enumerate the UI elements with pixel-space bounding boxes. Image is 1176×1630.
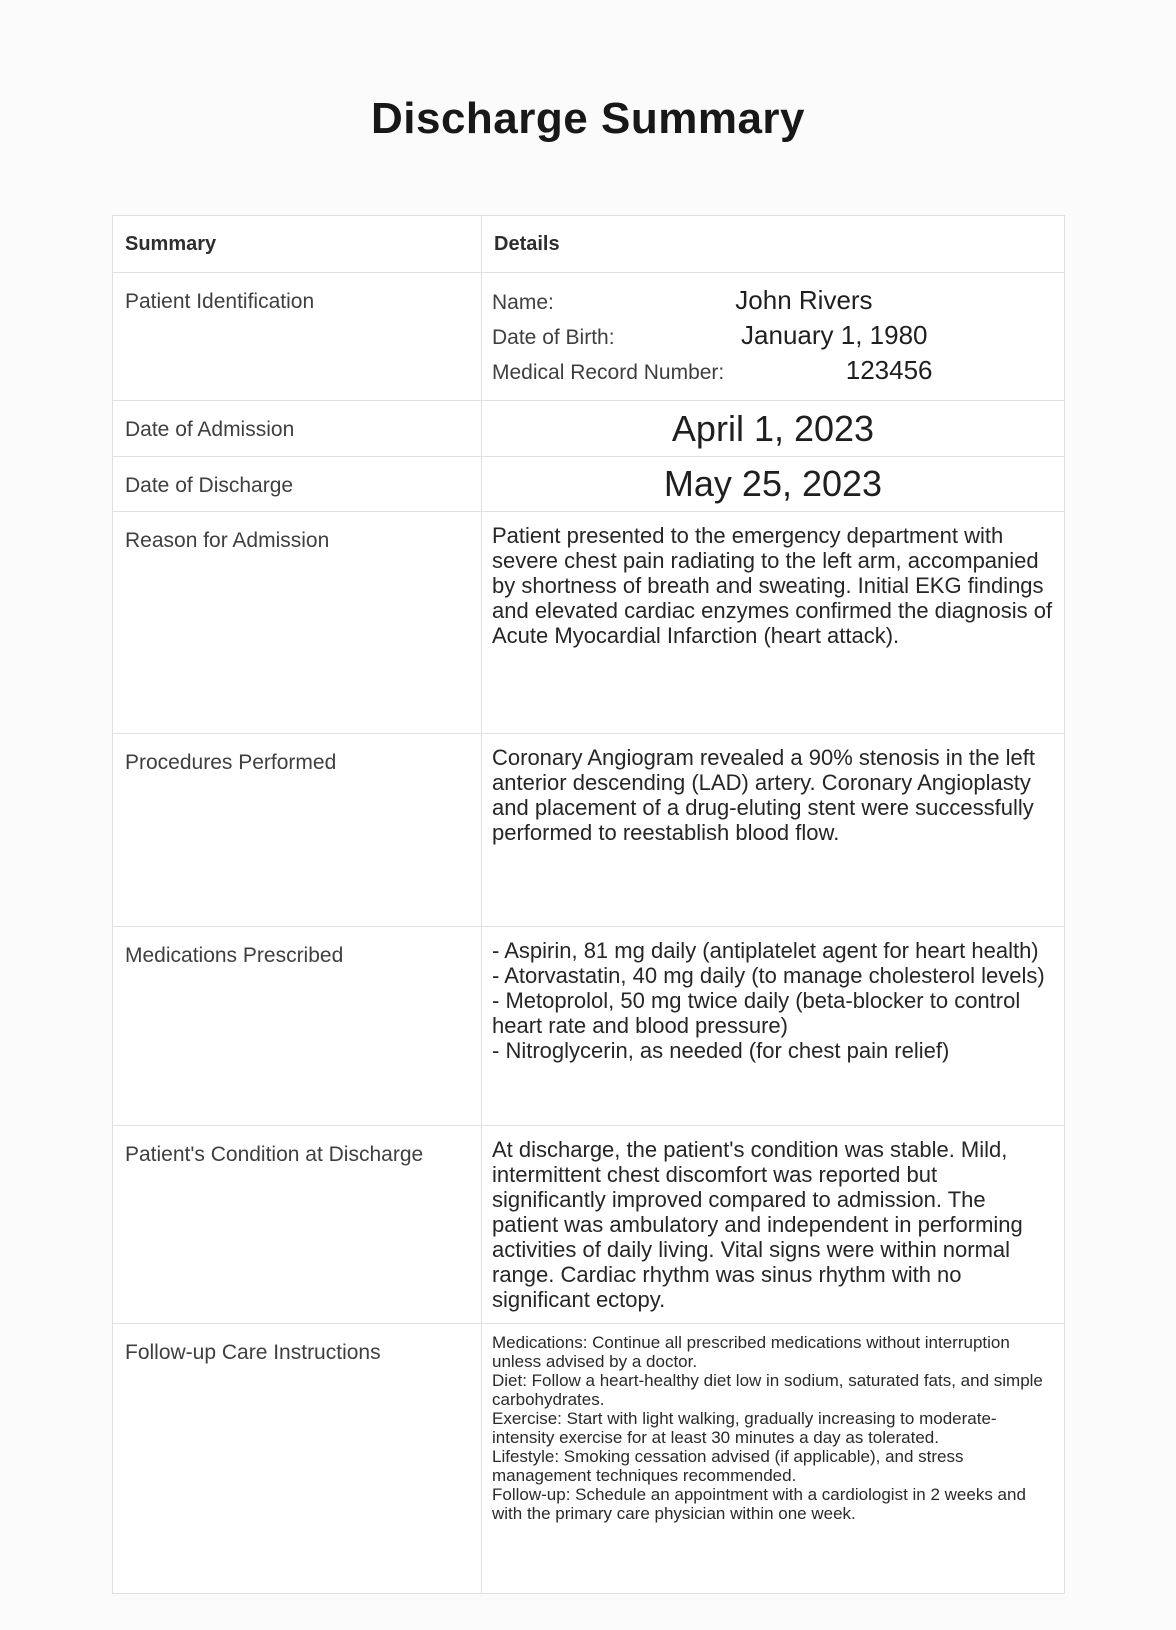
condition-at-discharge-details: [482, 1126, 1065, 1324]
procedures-performed-label: Procedures Performed: [113, 734, 482, 927]
condition-at-discharge-text: At discharge, the patient's condition was stable. Mild, intermittent chest discomfort was reported but significantly improved compared to admission. The patient was ambulatory and independent in performing activities of daily living. Vital signs were within normal range. Cardiac rhythm was sinus rhythm with no significant ectopy.: [492, 1137, 1023, 1312]
date-of-birth-field-label: Date of Birth:: [492, 326, 615, 349]
follow-up-instruction-item: Diet: Follow a heart-healthy diet low in sodium, saturated fats, and simple carbohydrates.: [492, 1371, 1043, 1409]
table-header-row: [113, 216, 1065, 273]
date-of-admission-label: Date of Admission: [113, 401, 482, 457]
date-of-birth-field: [492, 319, 1054, 354]
date-of-birth-field-value: January 1, 1980: [741, 320, 928, 350]
reason-for-admission-details: [482, 512, 1065, 734]
row-reason-for-admission: [113, 512, 1065, 734]
name-field-label: Name:: [492, 291, 554, 314]
discharge-summary-document: [112, 0, 1064, 1594]
column-header-summary: Summary: [113, 216, 482, 273]
medication-item: - Nitroglycerin, as needed (for chest pain relief): [492, 1038, 950, 1063]
row-date-of-admission: [113, 401, 1065, 457]
follow-up-instruction-item: Lifestyle: Smoking cessation advised (if applicable), and stress management techniques recommended.: [492, 1447, 964, 1485]
medications-prescribed-list: [482, 927, 1065, 1126]
row-condition-at-discharge: [113, 1126, 1065, 1324]
date-of-discharge-label: Date of Discharge: [113, 457, 482, 512]
medical-record-number-field: [492, 354, 1054, 389]
procedures-performed-text: Coronary Angiogram revealed a 90% stenosis in the left anterior descending (LAD) artery. Coronary Angioplasty and placement of a drug-eluting stent were successfully performed to reestablish blood flow.: [492, 745, 1035, 845]
date-of-discharge-value: May 25, 2023: [482, 457, 1065, 512]
patient-identification-label: Patient Identification: [113, 273, 482, 401]
reason-for-admission-label: Reason for Admission: [113, 512, 482, 734]
procedures-performed-details: [482, 734, 1065, 927]
row-patient-identification: [113, 273, 1065, 401]
row-follow-up-care: [113, 1324, 1065, 1594]
patient-name-field: [492, 284, 1054, 319]
medical-record-number-field-label: Medical Record Number:: [492, 361, 725, 384]
summary-table: [112, 215, 1065, 1594]
medication-item: - Aspirin, 81 mg daily (antiplatelet agent for heart health): [492, 938, 1039, 963]
row-procedures-performed: [113, 734, 1065, 927]
row-date-of-discharge: [113, 457, 1065, 512]
medications-prescribed-label: Medications Prescribed: [113, 927, 482, 1126]
medication-item: - Metoprolol, 50 mg twice daily (beta-blocker to control heart rate and blood pressure): [492, 988, 1021, 1038]
row-medications-prescribed: [113, 927, 1065, 1126]
follow-up-instruction-item: Medications: Continue all prescribed medications without interruption unless advised by a doctor.: [492, 1333, 1010, 1371]
follow-up-instruction-item: Follow-up: Schedule an appointment with a cardiologist in 2 weeks and with the primary care physician within one week.: [492, 1485, 1026, 1523]
patient-identification-details: [482, 273, 1065, 401]
medication-item: - Atorvastatin, 40 mg daily (to manage cholesterol levels): [492, 963, 1045, 988]
page-title: Discharge Summary: [370, 94, 806, 143]
follow-up-care-label: Follow-up Care Instructions: [113, 1324, 482, 1594]
follow-up-instruction-item: Exercise: Start with light walking, gradually increasing to moderate-intensity exercise for at least 30 minutes a day as tolerated.: [492, 1409, 997, 1447]
follow-up-care-list: [482, 1324, 1065, 1594]
condition-at-discharge-label: Patient's Condition at Discharge: [113, 1126, 482, 1324]
medical-record-number-field-value: 123456: [845, 355, 933, 385]
column-header-details: Details: [482, 216, 1065, 273]
name-field-value: John Rivers: [735, 285, 873, 315]
date-of-admission-value: April 1, 2023: [482, 401, 1065, 457]
reason-for-admission-text: Patient presented to the emergency department with severe chest pain radiating to the left arm, accompanied by shortness of breath and sweating. Initial EKG findings and elevated cardiac enzymes confirmed the diagnosis of Acute Myocardial Infarction (heart attack).: [492, 523, 1053, 648]
